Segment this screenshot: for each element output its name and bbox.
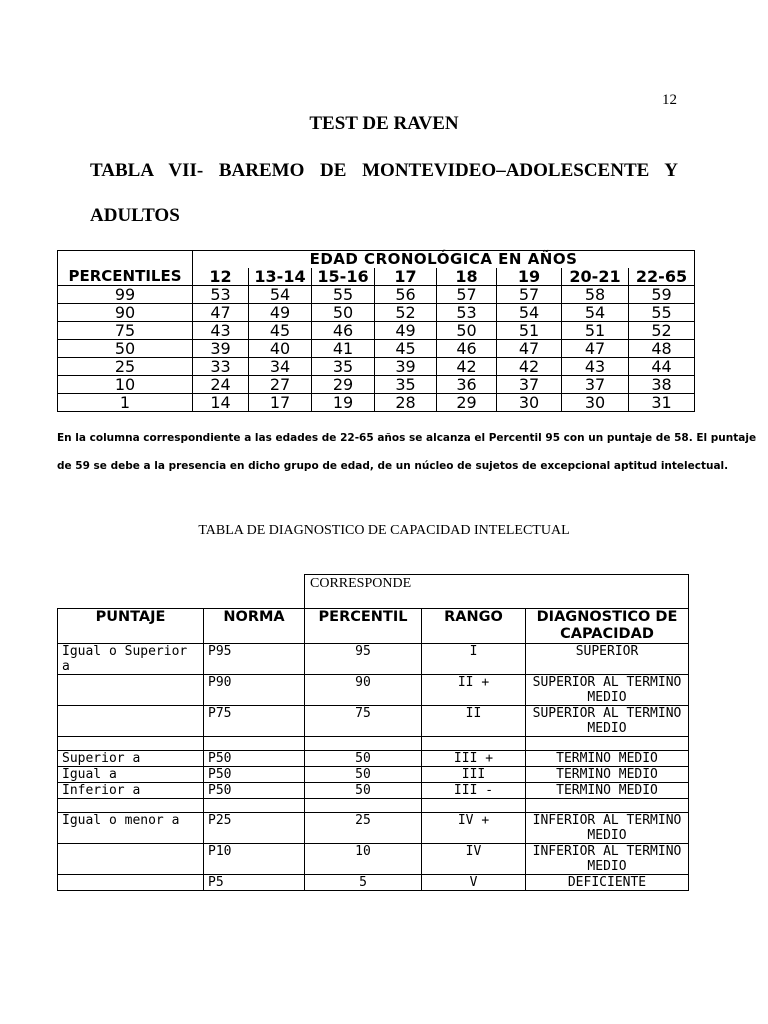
puntaje-cell: Inferior a (58, 783, 204, 799)
age-header-cell: 20-21 (562, 268, 629, 286)
table-row (58, 799, 689, 813)
percentil-cell: 50 (305, 767, 422, 783)
score-cell: 51 (562, 322, 629, 340)
score-cell: 52 (629, 322, 695, 340)
score-cell: 28 (375, 394, 437, 412)
score-cell: 53 (437, 304, 497, 322)
percentil-cell: 95 (305, 644, 422, 675)
rango-cell: III (422, 767, 526, 783)
score-cell: 24 (193, 376, 249, 394)
score-cell: 30 (562, 394, 629, 412)
diagnostico-cell: SUPERIOR AL TERMINO MEDIO (526, 706, 689, 737)
percentil-cell: 25 (305, 813, 422, 844)
percentile-cell: 75 (58, 322, 193, 340)
score-cell: 44 (629, 358, 695, 376)
score-cell: 38 (629, 376, 695, 394)
table-row (58, 304, 695, 322)
score-cell: 41 (312, 340, 375, 358)
rango-cell (422, 799, 526, 813)
score-cell: 35 (375, 376, 437, 394)
score-cell: 35 (312, 358, 375, 376)
score-cell: 50 (437, 322, 497, 340)
puntaje-cell (58, 675, 204, 706)
age-header-cell: 22-65 (629, 268, 695, 286)
puntaje-cell (58, 706, 204, 737)
diagnostico-cell: TERMINO MEDIO (526, 767, 689, 783)
age-header-cell: 15-16 (312, 268, 375, 286)
score-cell: 59 (629, 286, 695, 304)
norma-cell: P95 (204, 644, 305, 675)
score-cell: 36 (437, 376, 497, 394)
note-line-1: En la columna correspondiente a las edades de 22-65 años se alcanza el Percentil 95 con un puntaje de 58. El puntaje (57, 432, 757, 444)
norma-cell (204, 799, 305, 813)
rango-cell: V (422, 875, 526, 891)
puntaje-cell (58, 799, 204, 813)
table-row (58, 751, 689, 767)
diagnostico-cell (526, 799, 689, 813)
puntaje-cell (58, 737, 204, 751)
age-group-header: EDAD CRONOLÓGICA EN AÑOS (193, 251, 695, 269)
percentil-cell (305, 737, 422, 751)
score-cell: 55 (629, 304, 695, 322)
score-cell: 39 (375, 358, 437, 376)
score-cell: 43 (562, 358, 629, 376)
score-cell: 42 (437, 358, 497, 376)
norma-header: NORMA (204, 609, 305, 644)
percentile-cell: 10 (58, 376, 193, 394)
age-header-cell: 17 (375, 268, 437, 286)
diagnostico-cell: DEFICIENTE (526, 875, 689, 891)
rango-cell: III - (422, 783, 526, 799)
norma-cell: P50 (204, 783, 305, 799)
diagnostico-cell: INFERIOR AL TERMINO MEDIO (526, 813, 689, 844)
corresponde-header-box (304, 574, 689, 608)
age-header-cell: 13-14 (249, 268, 312, 286)
age-header-cell: 12 (193, 268, 249, 286)
table-title-line-1: TABLA VII- BAREMO DE MONTEVIDEO–ADOLESCENTE Y (90, 160, 678, 181)
table-row (58, 875, 689, 891)
norma-cell: P50 (204, 767, 305, 783)
score-cell: 40 (249, 340, 312, 358)
table-row (58, 322, 695, 340)
score-cell: 54 (497, 304, 562, 322)
percentil-cell (305, 799, 422, 813)
score-cell: 52 (375, 304, 437, 322)
diagnostico-cell: SUPERIOR AL TERMINO MEDIO (526, 675, 689, 706)
norma-cell: P50 (204, 751, 305, 767)
table-title-line-2: ADULTOS (90, 205, 180, 226)
norma-cell: P5 (204, 875, 305, 891)
score-cell: 29 (437, 394, 497, 412)
diagnostico-cell: TERMINO MEDIO (526, 783, 689, 799)
score-cell: 48 (629, 340, 695, 358)
baremo-table (57, 250, 695, 412)
score-cell: 47 (562, 340, 629, 358)
rango-cell: III + (422, 751, 526, 767)
page-number: 12 (662, 92, 677, 108)
score-cell: 49 (249, 304, 312, 322)
percentil-cell: 10 (305, 844, 422, 875)
norma-cell: P75 (204, 706, 305, 737)
diagnostico-cell: SUPERIOR (526, 644, 689, 675)
percentil-cell: 50 (305, 751, 422, 767)
diagnostic-table-title: TABLA DE DIAGNOSTICO DE CAPACIDAD INTELECTUAL (198, 523, 570, 538)
percentil-cell: 75 (305, 706, 422, 737)
table-row (58, 340, 695, 358)
percentil-cell: 90 (305, 675, 422, 706)
table-row (58, 737, 689, 751)
score-cell: 14 (193, 394, 249, 412)
puntaje-cell: Igual a (58, 767, 204, 783)
percentile-cell: 50 (58, 340, 193, 358)
table-row (58, 767, 689, 783)
percentil-header: PERCENTIL (305, 609, 422, 644)
norma-cell: P10 (204, 844, 305, 875)
table-row (58, 706, 689, 737)
table-row (58, 813, 689, 844)
score-cell: 37 (497, 376, 562, 394)
diagnostico-cell (526, 737, 689, 751)
score-cell: 54 (249, 286, 312, 304)
score-cell: 47 (193, 304, 249, 322)
table-row (58, 675, 689, 706)
table-row (58, 783, 689, 799)
diagnostico-cell: TERMINO MEDIO (526, 751, 689, 767)
puntaje-cell: Igual o menor a (58, 813, 204, 844)
norma-cell (204, 737, 305, 751)
score-cell: 39 (193, 340, 249, 358)
score-cell: 27 (249, 376, 312, 394)
score-cell: 42 (497, 358, 562, 376)
diagnostico-cell: INFERIOR AL TERMINO MEDIO (526, 844, 689, 875)
rango-cell: IV + (422, 813, 526, 844)
table-row (58, 358, 695, 376)
percentil-cell: 5 (305, 875, 422, 891)
score-cell: 43 (193, 322, 249, 340)
score-cell: 47 (497, 340, 562, 358)
diagnostico-header: DIAGNOSTICO DE CAPACIDAD (526, 609, 689, 644)
table-row (58, 844, 689, 875)
puntaje-cell: Igual o Superior a (58, 644, 204, 675)
table-row (58, 376, 695, 394)
diagnostic-table (57, 608, 689, 891)
rango-cell: II + (422, 675, 526, 706)
score-cell: 34 (249, 358, 312, 376)
norma-cell: P90 (204, 675, 305, 706)
score-cell: 45 (249, 322, 312, 340)
score-cell: 30 (497, 394, 562, 412)
score-cell: 31 (629, 394, 695, 412)
score-cell: 53 (193, 286, 249, 304)
rango-cell: II (422, 706, 526, 737)
score-cell: 46 (312, 322, 375, 340)
rango-cell: IV (422, 844, 526, 875)
score-cell: 56 (375, 286, 437, 304)
percentil-cell: 50 (305, 783, 422, 799)
score-cell: 37 (562, 376, 629, 394)
table-row (58, 394, 695, 412)
score-cell: 54 (562, 304, 629, 322)
percentiles-header: PERCENTILES (58, 251, 193, 286)
age-header-cell: 18 (437, 268, 497, 286)
score-cell: 49 (375, 322, 437, 340)
rango-cell (422, 737, 526, 751)
age-header-cell: 19 (497, 268, 562, 286)
score-cell: 57 (437, 286, 497, 304)
puntaje-header: PUNTAJE (58, 609, 204, 644)
score-cell: 55 (312, 286, 375, 304)
puntaje-cell: Superior a (58, 751, 204, 767)
table-row (58, 286, 695, 304)
rango-header: RANGO (422, 609, 526, 644)
score-cell: 57 (497, 286, 562, 304)
score-cell: 19 (312, 394, 375, 412)
norma-cell: P25 (204, 813, 305, 844)
corresponde-label: CORRESPONDE (310, 576, 412, 591)
percentile-cell: 1 (58, 394, 193, 412)
score-cell: 58 (562, 286, 629, 304)
diagnostic-header-row (58, 609, 689, 644)
score-cell: 51 (497, 322, 562, 340)
score-cell: 46 (437, 340, 497, 358)
rango-cell: I (422, 644, 526, 675)
score-cell: 45 (375, 340, 437, 358)
percentile-cell: 25 (58, 358, 193, 376)
percentile-cell: 90 (58, 304, 193, 322)
note-line-2: de 59 se debe a la presencia en dicho grupo de edad, de un núcleo de sujetos de excepcional aptitud intelectual. (57, 460, 729, 472)
percentile-cell: 99 (58, 286, 193, 304)
puntaje-cell (58, 844, 204, 875)
document-title: TEST DE RAVEN (309, 113, 459, 134)
score-cell: 33 (193, 358, 249, 376)
score-cell: 50 (312, 304, 375, 322)
score-cell: 17 (249, 394, 312, 412)
puntaje-cell (58, 875, 204, 891)
table-row (58, 644, 689, 675)
score-cell: 29 (312, 376, 375, 394)
